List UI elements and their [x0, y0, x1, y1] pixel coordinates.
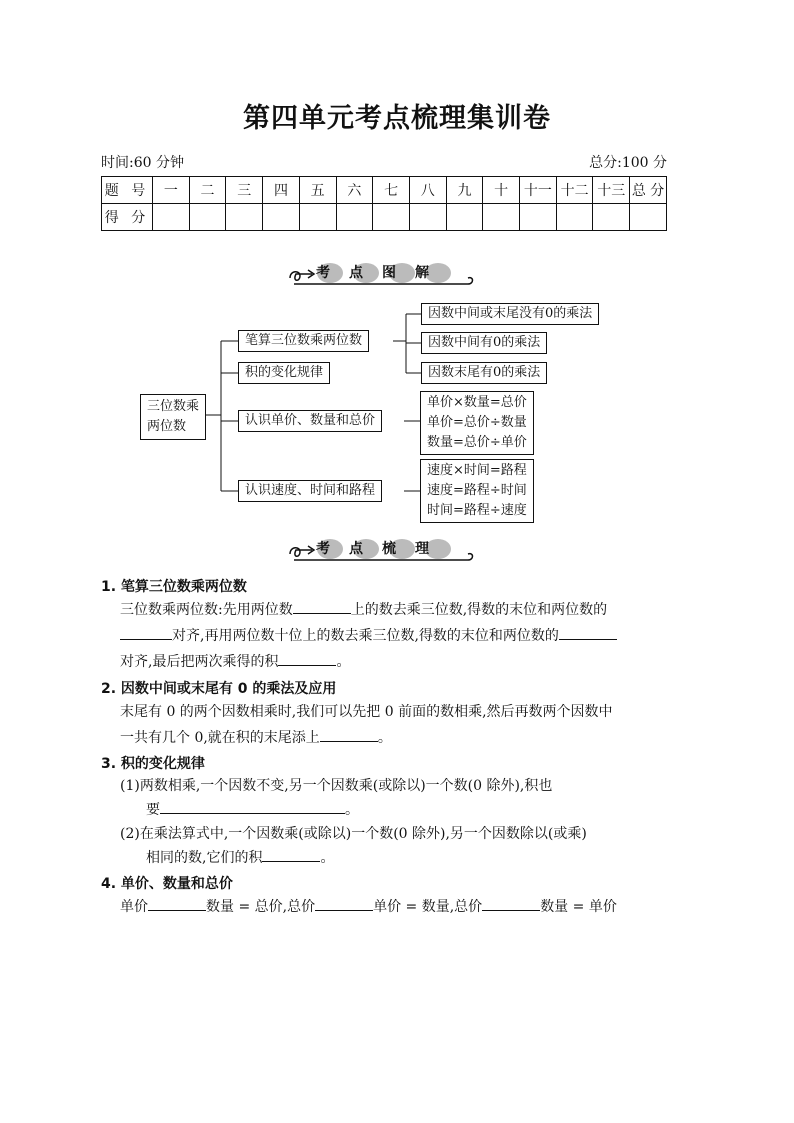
section-3-item-2-line-1: (2)在乘法算式中,一个因数乘(或除以)一个数(0 除外),另一个因数除以(或乘) — [120, 826, 587, 842]
score-total-label: 总分:100 分 — [589, 155, 667, 171]
section-1-line-3 — [120, 649, 350, 675]
section-2-line-2 — [120, 725, 392, 751]
answer-blank[interactable] — [293, 599, 351, 614]
score-table-header-cell: 八 — [409, 177, 446, 204]
mindmap-branch-written-multiplication: 笔算三位数乘两位数 — [238, 330, 369, 352]
mindmap-root — [140, 394, 206, 440]
score-table-header-cell: 十二 — [556, 177, 593, 204]
banner-review — [286, 536, 476, 560]
score-table-row-label: 得 分 — [102, 204, 153, 231]
score-table-row-label: 题 号 — [102, 177, 153, 204]
score-table-header-cell: 五 — [299, 177, 336, 204]
mindmap-branch-speed-time: 认识速度、时间和路程 — [238, 480, 382, 502]
section-4-line-1 — [120, 894, 617, 920]
section-2-title: 2. 因数中间或末尾有 0 的乘法及应用 — [101, 681, 337, 697]
mindmap-leaf-no-zero: 因数中间或末尾没有0的乘法 — [421, 303, 599, 325]
banner-review-text: 考点梳理 — [316, 541, 448, 557]
score-table-header-cell: 总 分 — [630, 177, 667, 204]
score-table-header-cell: 十 — [483, 177, 520, 204]
answer-blank[interactable] — [320, 727, 378, 742]
text: 单价 = 数量,总价 — [373, 899, 483, 915]
formula-line: 速度=路程÷时间 — [427, 483, 527, 498]
text: 。 — [377, 730, 392, 746]
mindmap-branch-price-quantity: 认识单价、数量和总价 — [238, 410, 382, 432]
mindmap-speed-formulas — [420, 459, 534, 523]
answer-blank[interactable] — [160, 799, 345, 814]
banner-diagram-text: 考点图解 — [316, 265, 448, 281]
answer-blank[interactable] — [262, 847, 320, 862]
mindmap-branch-product-rule: 积的变化规律 — [238, 362, 330, 384]
section-3-item-1-line-2 — [146, 797, 359, 823]
score-table-header-cell: 十三 — [593, 177, 630, 204]
formula-line: 数量=总价÷单价 — [427, 435, 527, 450]
answer-blank[interactable] — [482, 896, 540, 911]
section-1-title: 1. 笔算三位数乘两位数 — [101, 579, 247, 595]
text: 上的数去乘三位数,得数的末位和两位数的 — [350, 602, 608, 618]
score-table-header-cell: 一 — [153, 177, 190, 204]
score-table-header-cell: 三 — [226, 177, 263, 204]
formula-line: 单价=总价÷数量 — [427, 415, 527, 430]
answer-blank[interactable] — [278, 651, 336, 666]
text: 单价 — [120, 899, 148, 915]
score-table-header-cell: 四 — [263, 177, 300, 204]
answer-blank[interactable] — [120, 625, 172, 640]
answer-blank[interactable] — [148, 896, 206, 911]
text: 数量 = 总价,总价 — [206, 899, 316, 915]
text: 数量 = 单价 — [540, 899, 617, 915]
page-title: 第四单元考点梳理集训卷 — [243, 103, 551, 134]
text: 要 — [146, 802, 160, 818]
score-table-header-cell: 十一 — [520, 177, 557, 204]
text: 对齐,再用两位数十位上的数去乘三位数,得数的末位和两位数的 — [172, 628, 559, 644]
text: 。 — [320, 850, 335, 866]
mindmap-leaf-end-zero: 因数末尾有0的乘法 — [421, 362, 547, 384]
score-table-header-cell: 九 — [446, 177, 483, 204]
text: 三位数乘两位数:先用两位数 — [120, 602, 293, 618]
section-1-line-1 — [120, 597, 607, 623]
mindmap-price-formulas — [420, 391, 534, 455]
score-table-header-cell: 七 — [373, 177, 410, 204]
mindmap-leaf-middle-zero: 因数中间有0的乘法 — [421, 332, 547, 354]
mindmap-root-text: 三位数乘 两位数 — [147, 399, 200, 434]
section-3-item-2-line-2 — [146, 845, 334, 871]
answer-blank[interactable] — [315, 896, 373, 911]
text: 。 — [345, 802, 359, 818]
text: 一共有几个 0,就在积的末尾添上 — [120, 730, 320, 746]
time-label: 时间:60 分钟 — [101, 155, 184, 171]
formula-line: 单价×数量=总价 — [427, 395, 527, 410]
text: 。 — [336, 654, 351, 670]
answer-blank[interactable] — [559, 625, 617, 640]
section-1-line-2 — [120, 623, 617, 649]
section-3-item-1-line-1: (1)两数相乘,一个因数不变,另一个因数乘(或除以)一个数(0 除外),积也 — [120, 778, 553, 794]
section-4-title: 4. 单价、数量和总价 — [101, 876, 233, 892]
section-2-line-1: 末尾有 0 的两个因数相乘时,我们可以先把 0 前面的数相乘,然后再数两个因数中 — [120, 704, 613, 720]
score-table-header-cell: 二 — [189, 177, 226, 204]
text: 对齐,最后把两次乘得的积 — [120, 654, 279, 670]
section-3-title: 3. 积的变化规律 — [101, 756, 205, 772]
score-table-header-cell: 六 — [336, 177, 373, 204]
formula-line: 时间=路程÷速度 — [427, 503, 527, 518]
formula-line: 速度×时间=路程 — [427, 463, 527, 478]
text: 相同的数,它们的积 — [146, 850, 263, 866]
